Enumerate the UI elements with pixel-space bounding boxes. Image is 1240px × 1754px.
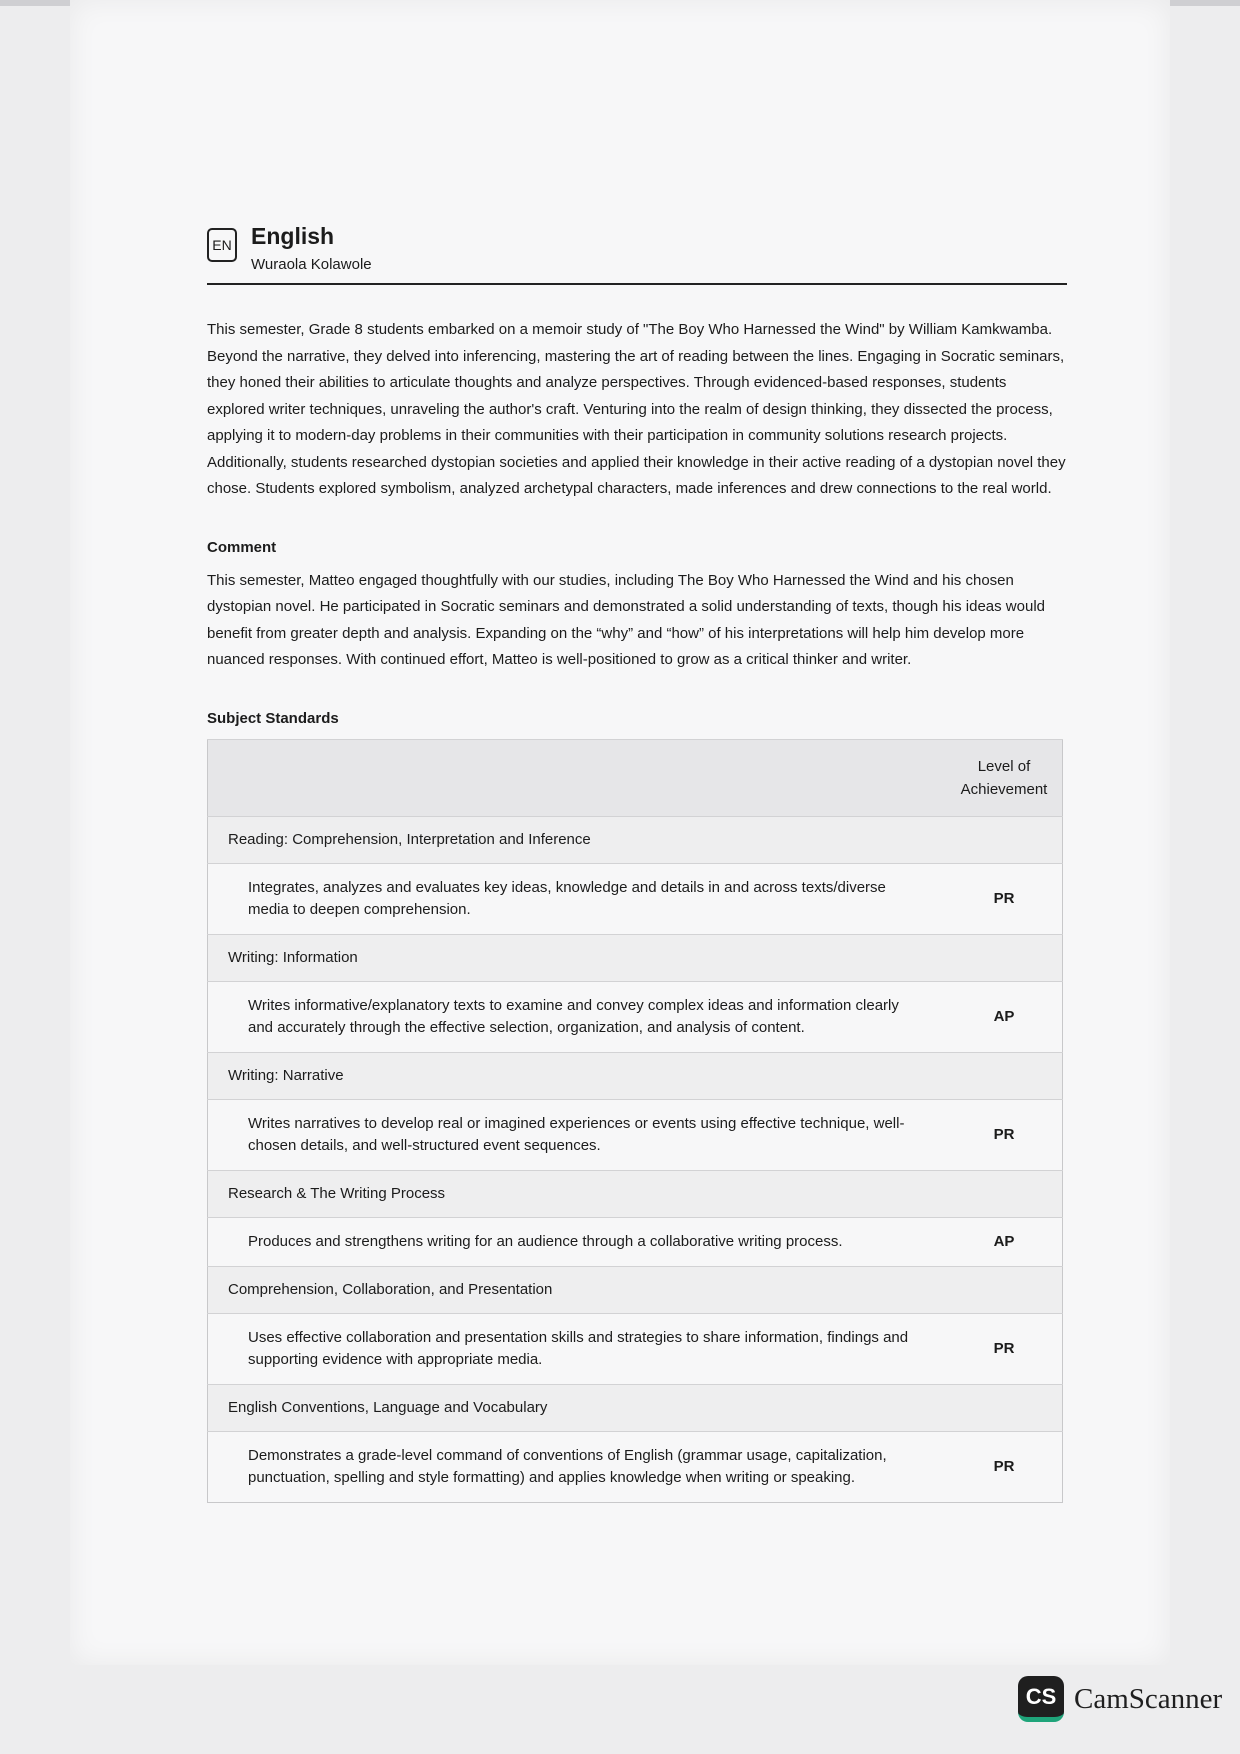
camscanner-wordmark: CamScanner	[1074, 1682, 1223, 1715]
subject-badge: EN	[207, 228, 237, 262]
standard-description: Demonstrates a grade-level command of conventions of English (grammar usage, capitalization, punctuation, spelling and style formatting) and applies knowledge when writing or speaking.	[208, 1431, 947, 1502]
standard-row	[208, 981, 1063, 1052]
achievement-level: AP	[946, 981, 1063, 1052]
category-row	[208, 816, 1063, 863]
category-name: Writing: Information	[208, 934, 1063, 981]
standard-description: Integrates, analyzes and evaluates key ideas, knowledge and details in and across texts/diverse media to deepen comprehension.	[208, 863, 947, 934]
achievement-level: PR	[946, 863, 1063, 934]
achievement-level: PR	[946, 1431, 1063, 1502]
comment-text: This semester, Matteo engaged thoughtfully with our studies, including The Boy Who Harnessed the Wind and his chosen dystopian novel. He participated in Socratic seminars and demonstrated a solid understanding of texts, though his ideas would benefit from greater depth and analysis. Expanding on the “why” and “how” of his interpretations will help him develop more nuanced responses. With continued effort, Matteo is well-positioned to grow as a critical thinker and writer.	[207, 571, 1045, 668]
semester-summary: This semester, Grade 8 students embarked on a memoir study of "The Boy Who Harnessed the Wind" by William Kamkwamba. Beyond the narrative, they delved into inferencing, mastering the art of reading between the lines. Engaging in Socratic seminars, they honed their abilities to articulate thoughts and analyze perspectives. Through evidenced-based responses, students explored writer techniques, unraveling the author's craft. Venturing into the realm of design thinking, they dissected the process, applying it to modern-day problems in their communities with their participation in community solutions research projects. Additionally, students researched dystopian societies and applied their knowledge in their active reading of a dystopian novel they chose. Students explored symbolism, analyzed archetypal characters, made inferences and drew connections to the real world.	[207, 321, 1066, 497]
standard-row	[208, 1099, 1063, 1170]
standard-row	[208, 1431, 1063, 1502]
category-name: Comprehension, Collaboration, and Presentation	[208, 1266, 1063, 1313]
standard-description: Uses effective collaboration and presentation skills and strategies to share information, findings and supporting evidence with appropriate media.	[208, 1313, 947, 1384]
achievement-level: PR	[946, 1099, 1063, 1170]
camscanner-watermark	[1018, 1676, 1222, 1722]
report-content	[207, 222, 1067, 1503]
category-row	[208, 1052, 1063, 1099]
comment-label: Comment	[207, 538, 277, 556]
standards-header-blank	[208, 739, 947, 816]
category-name: Writing: Narrative	[208, 1052, 1063, 1099]
category-row	[208, 1266, 1063, 1313]
level-header	[946, 739, 1063, 816]
subject-title: English	[251, 223, 335, 249]
standard-description: Produces and strengthens writing for an audience through a collaborative writing process.	[208, 1217, 947, 1266]
category-row	[208, 934, 1063, 981]
standard-row	[208, 1217, 1063, 1266]
level-header-line1: Level of	[977, 757, 1031, 775]
teacher-name: Wuraola Kolawole	[251, 256, 372, 273]
category-name: Research & The Writing Process	[208, 1170, 1063, 1217]
standards-label: Subject Standards	[207, 709, 339, 727]
subject-heading	[251, 222, 372, 273]
standards-table	[207, 739, 1063, 1503]
standard-description: Writes narratives to develop real or imagined experiences or events using effective technique, well-chosen details, and well-structured event sequences.	[208, 1099, 947, 1170]
category-name: English Conventions, Language and Vocabulary	[208, 1384, 1063, 1431]
category-row	[208, 1170, 1063, 1217]
camscanner-logo-icon: CS	[1018, 1676, 1064, 1722]
category-name: Reading: Comprehension, Interpretation and Inference	[208, 816, 1063, 863]
category-row	[208, 1384, 1063, 1431]
header-divider	[207, 283, 1067, 285]
achievement-level: AP	[946, 1217, 1063, 1266]
standard-row	[208, 1313, 1063, 1384]
subject-header	[207, 222, 1067, 273]
achievement-level: PR	[946, 1313, 1063, 1384]
standard-row	[208, 863, 1063, 934]
standards-header-row	[208, 739, 1063, 816]
level-header-line2: Achievement	[960, 780, 1048, 798]
standard-description: Writes informative/explanatory texts to examine and convey complex ideas and information clearly and accurately through the effective selection, organization, and analysis of content.	[208, 981, 947, 1052]
